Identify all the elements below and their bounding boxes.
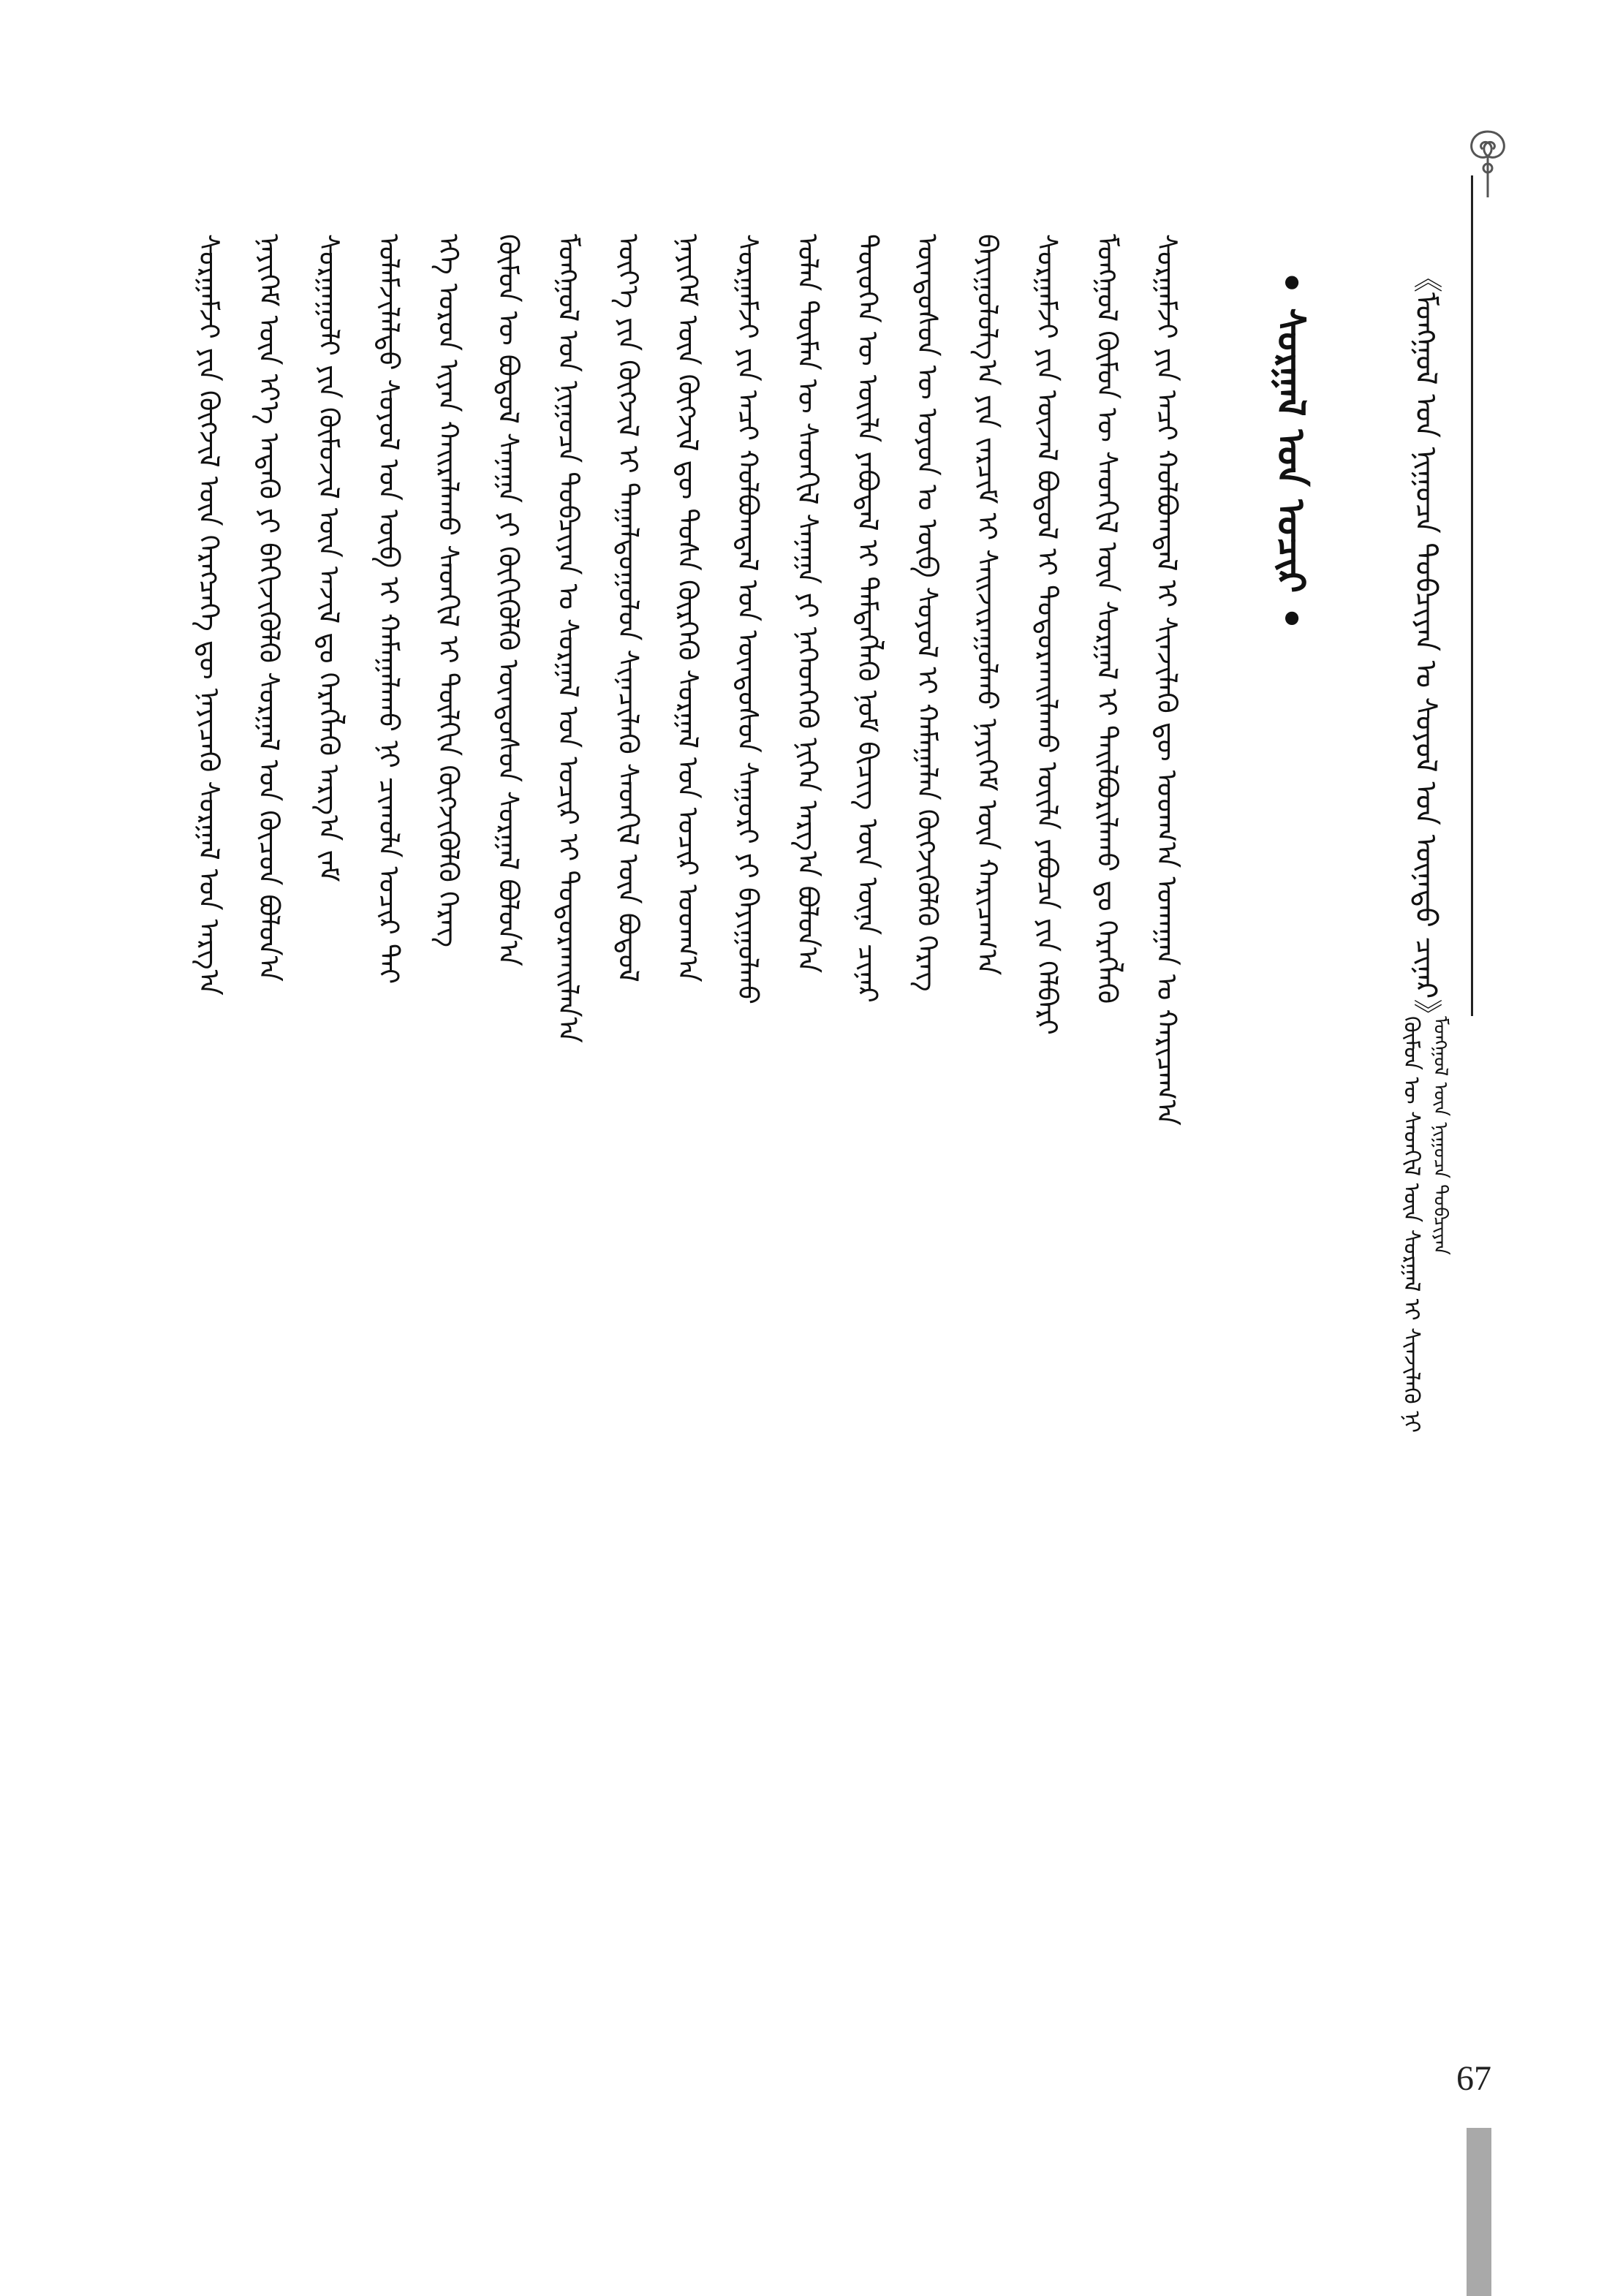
text-column: ᠨᠡᠶᠢᠭᠡᠮ ᠦᠨ ᠬᠥᠭᠵᠢᠯ ᠳᠦ ᠲᠤᠰᠠ ᠬᠦᠷᠭᠡᠬᠦ ᠰᠤᠷᠭᠠᠯ ᠤᠨ ᠤᠴᠢᠷ ᠤᠳᠬ᠎ᠠ — [672, 234, 705, 982]
body-text — [183, 234, 1192, 2281]
running-header-text — [1396, 1016, 1455, 1433]
section-heading: • ᠰᠤᠷᠭᠠᠯ ᠤᠨ ᠤᠴᠢᠷ • — [1268, 270, 1312, 631]
text-column: ᠤᠯᠠᠮᠵᠢᠯᠠᠯᠲᠤ ᠰᠣᠶᠣᠯ ᠤᠨ ᠥᠪ ᠢ ᠬᠠᠮᠠᠭᠠᠯᠠᠬᠤ ᠨᠢ ᠴᠢᠬᠤᠯᠠ ᠤᠴᠢᠷ ᠲᠠᠢ — [372, 234, 405, 985]
page-number: 67 — [1456, 2059, 1491, 2098]
text-column: ᠦᠨᠳᠦᠰᠦᠨ ᠦ ᠣᠶᠤᠨ ᠤ ᠦᠪ ᠰᠣᠶᠣᠯ ᠢ ᠬᠠᠮᠠᠭᠠᠯᠠᠨ ᠬᠥᠭᠵᠢᠭᠦᠯᠬᠦ ᠬᠡᠷᠡᠭ — [911, 234, 944, 992]
book-title-line: 《ᠮᠣᠩᠭᠣᠯ ᠤᠨ ᠨᠢᠭᠤᠴᠠ ᠲᠣᠪᠴᠢᠶᠠᠨ ᠤ ᠰᠣᠶᠣᠯ ᠤᠨ ᠦᠨᠡᠲᠦ ᠴᠢᠨᠠᠷ》 — [1409, 263, 1442, 1028]
text-column: ᠡᠬᠡ ᠣᠷᠣᠨ ᠢᠶᠠᠨ ᠬᠠᠢᠷᠠᠯᠠᠬᠤ ᠰᠡᠳᠬᠢᠯ ᠢ ᠲᠦᠯᠬᠢᠨ ᠬᠥᠭᠵᠢᠭᠦᠯᠬᠦ ᠬᠡᠷᠡᠭ — [432, 234, 465, 947]
text-column: ᠰᠤᠷᠭᠠᠮᠵᠢ ᠶᠢᠨ ᠦᠵᠡᠯ ᠪᠣᠳᠤᠯ ᠢ ᠲᠣᠳᠣᠷᠬᠠᠢᠯᠠᠬᠤ ᠦᠢᠯᠡ ᠶᠠᠪᠤᠴᠠ ᠶᠢᠨ ᠬᠡᠯᠪᠡᠷᠢ — [1031, 234, 1064, 1035]
side-tab — [1467, 2128, 1491, 2296]
ornament-icon — [1455, 124, 1521, 205]
header-rule — [1471, 175, 1473, 1016]
text-column: ᠲᠦᠦᠬᠡᠨ ᠦ ᠦᠢᠯᠡ ᠶᠠᠪᠤᠳᠠᠯ ᠢ ᠲᠡᠮᠳᠡᠭᠯᠡᠬᠦ ᠨᠣᠮ ᠪᠢᠴᠢᠭ ᠦᠨ ᠦᠨᠡ ᠴᠢᠨᠠᠷ — [851, 234, 884, 1003]
text-column: ᠮᠣᠩᠭᠣᠯ ᠬᠦᠮᠦᠨ ᠦ ᠰᠡᠳᠬᠢᠯ ᠦᠨ ᠰᠤᠷᠭᠠᠯ ᠢ ᠲᠠᠢᠯᠪᠤᠷᠢᠯᠠᠬᠤ ᠳᠤ ᠬᠡᠷᠡᠭᠯᠡᠬᠦ — [1091, 234, 1124, 1004]
text-column: ᠣᠯᠠᠨ ᠲᠦᠮᠡᠨ ᠦ ᠰᠡᠳᠬᠢᠯ ᠰᠠᠨᠠᠭᠠ ᠶᠢ ᠨᠡᠭᠡᠳᠭᠡᠬᠦ ᠨᠢᠭᠡᠨ ᠠᠷᠭ᠎ᠠ ᠪᠣᠯᠤᠨ᠎ᠠ — [791, 234, 824, 974]
text-column: ᠪᠠᠶᠢᠭᠤᠯᠤᠯᠭ᠎ᠠ ᠶᠢᠨ ᠵᠠᠷᠴᠢᠮ ᠢ ᠰᠠᠢᠵᠢᠷᠠᠭᠤᠯᠬᠤ ᠨᠡᠶᠢᠭᠡᠮ ᠦᠨ ᠬᠠᠷᠢᠴᠠᠭ᠎ᠠ — [971, 234, 1004, 976]
text-column: ᠰᠤᠷᠭᠠᠮᠵᠢ ᠶᠢᠨ ᠬᠥᠭᠵᠢᠯ ᠦᠨ ᠬᠡᠷᠡᠭᠴᠡᠭᠡ ᠳᠦ ᠨᠡᠶᠢᠴᠡᠬᠦ ᠰᠤᠷᠭᠠᠯ ᠤᠨ ᠠᠷᠭ᠎ᠠ — [193, 234, 226, 996]
text-column: ᠰᠤᠷᠭᠠᠮᠵᠢ ᠶᠢᠨ ᠠᠴᠢ ᠬᠣᠯᠪᠣᠭᠳᠠᠯ ᠤᠨ ᠦᠨᠳᠦᠰᠦᠨ ᠰᠠᠭᠤᠷᠢ ᠶᠢ ᠪᠠᠶᠢᠭᠤᠯᠬᠤ — [732, 234, 764, 1004]
text-column: ᠨᠡᠶᠢᠭᠡᠮ ᠦᠨ ᠡᠶ᠎ᠡ ᠡᠨᠳᠡᠬᠦ ᠶᠢ ᠪᠡᠬᠢᠵᠢᠭᠦᠯᠬᠦ ᠰᠤᠷᠭᠠᠯ ᠤᠨ ᠬᠦᠴᠦᠨ ᠪᠣᠯᠤᠨ᠎ᠠ — [253, 234, 285, 982]
running-header-subtitle: ᠮᠣᠩᠭᠣᠯ ᠦᠨ ᠨᠢᠭᠤᠴᠠ ᠲᠣᠪᠴᠢᠶᠠᠨ — [1429, 1016, 1451, 1255]
text-column: ᠬᠦᠮᠦᠨ ᠦ ᠪᠣᠳᠣᠯ ᠰᠠᠨᠠᠭᠠ ᠶᠢ ᠬᠥᠬᠢᠭᠦᠯᠬᠦ ᠦᠨᠳᠦᠰᠦᠨ ᠰᠤᠷᠭᠠᠯ ᠪᠣᠯᠤᠨ᠎ᠠ — [492, 234, 525, 966]
running-header-title: ᠬᠦᠮᠦᠨ ᠦ ᠰᠡᠳᠬᠢᠯ ᠦᠨ ᠰᠤᠷᠭᠠᠯ ᠢ ᠰᠢᠨᠵᠢᠯᠡᠬᠦ ᠨᠢ — [1399, 1016, 1424, 1433]
text-column: ᠰᠤᠷᠭᠠᠭᠤᠯᠢ ᠶᠢᠨ ᠬᠦᠮᠦᠵᠢᠯ ᠦᠨ ᠠᠵᠢᠯ ᠳᠤ ᠬᠡᠷᠡᠭᠯᠡᠬᠦ ᠠᠷᠭ᠎ᠠ ᠵᠠᠮ — [312, 234, 345, 882]
text-column: ᠰᠤᠷᠭᠠᠮᠵᠢ ᠶᠢᠨ ᠠᠴᠢ ᠬᠣᠯᠪᠣᠭᠳᠠᠯ ᠢ ᠰᠢᠨᠵᠢᠯᠡᠬᠦ ᠳᠦ ᠤᠳᠬ᠎ᠠ ᠤᠬᠠᠭᠠᠨ ᠤ ᠬᠠᠷᠢᠴᠠᠭ᠎ᠠ — [1151, 234, 1184, 1126]
text-column: ᠮᠣᠩᠭᠣᠯ ᠤᠨ ᠨᠢᠭᠤᠴᠠ ᠲᠣᠪᠴᠢᠶᠠᠨ ᠤ ᠰᠤᠷᠭᠠᠯ ᠤᠨ ᠤᠴᠢᠷ ᠢ ᠲᠣᠳᠣᠷᠬᠠᠢᠯᠠᠨ᠎ᠠ — [552, 234, 585, 1043]
text-column: ᠦᠶ᠎ᠡ ᠶᠢᠨ ᠬᠥᠭᠵᠢᠯ ᠢ ᠳᠠᠭᠠᠯᠳᠤᠭᠤᠯᠤᠨ ᠰᠢᠨᠡᠴᠢᠯᠡᠬᠦ ᠰᠡᠳᠬᠢᠯ ᠦᠨ ᠪᠣᠳᠤᠯ — [612, 234, 645, 982]
